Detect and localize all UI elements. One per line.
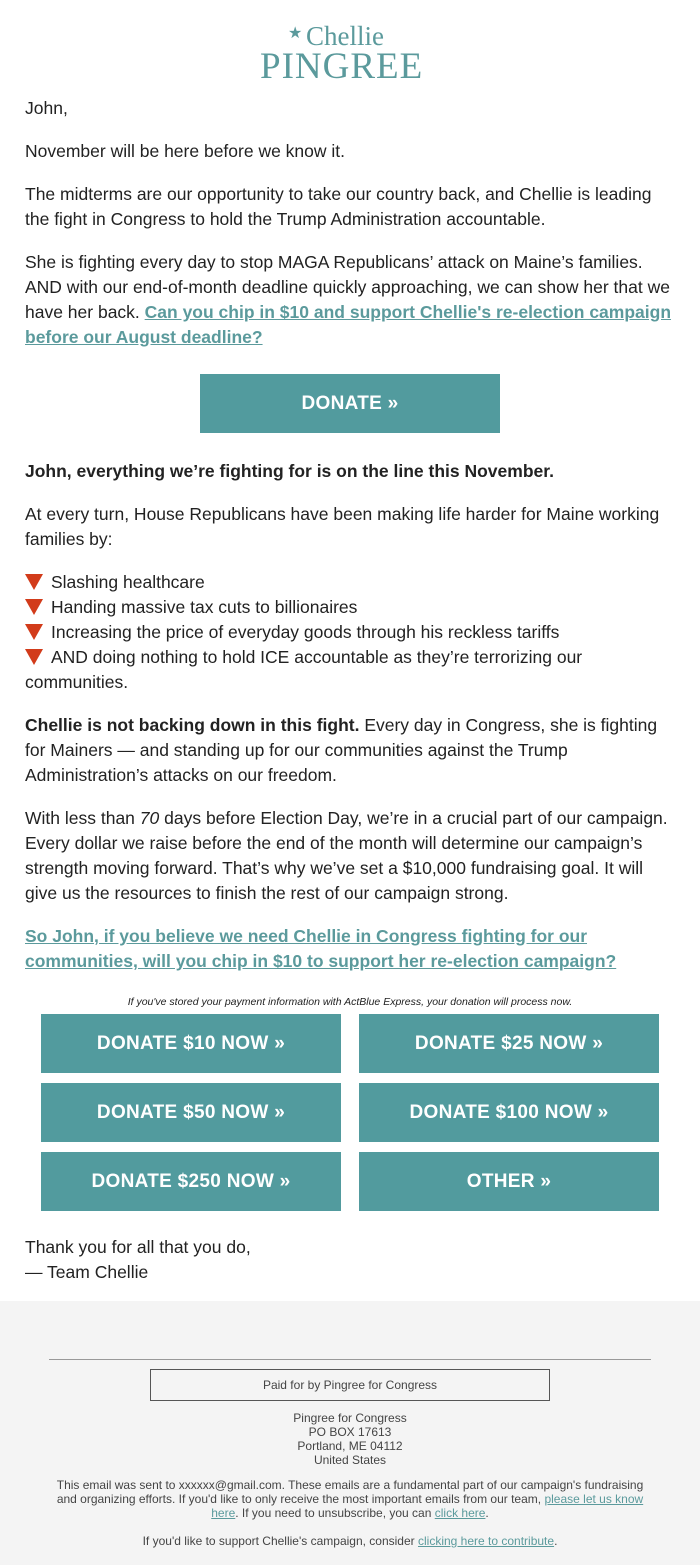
paragraph-1: November will be here before we know it. xyxy=(25,141,346,161)
paragraph-4: At every turn, House Republicans have been making life harder for Maine working families by: xyxy=(25,504,660,549)
message-content xyxy=(0,96,700,1301)
paragraph-6: With less than 70 days before Election Day, we’re in a crucial part of our campaign. Every dollar we raise before the end of the month will determine our campaign’s strength moving forward. That’s why we’ve set a $10,000 fundraising goal. It will give us the resources to finish the rest of our campaign strong. xyxy=(25,808,668,903)
logo-mark xyxy=(260,21,440,87)
red-triangle-icon xyxy=(25,574,43,590)
donate-100-button[interactable]: DONATE $100 NOW » xyxy=(359,1083,659,1142)
star-icon: ★ xyxy=(288,25,303,42)
paragraph-5-text: Every day in Congress, she is fighting for Mainers — and standing up for our communities against the Trump Administration’s attacks on our freedom. xyxy=(25,715,658,785)
greeting: John, xyxy=(25,98,68,118)
donate-amount-grid xyxy=(25,1014,675,1211)
donate-button[interactable]: DONATE » xyxy=(200,374,500,433)
chip-in-link[interactable]: Can you chip in $10 and support Chellie's re-election campaign before our August deadline? xyxy=(25,302,672,347)
paid-for-box: Paid for by Pingree for Congress xyxy=(150,1369,550,1401)
signature: — Team Chellie xyxy=(25,1262,149,1282)
red-triangle-icon xyxy=(25,649,43,665)
actblue-express-note: If you've stored your payment information with ActBlue Express, your donation will process now. xyxy=(127,996,573,1008)
contribute-link[interactable]: clicking here to contribute xyxy=(417,1534,555,1548)
logo-first-name: Chellie xyxy=(306,21,384,51)
legal-notice: This email was sent to xxxxxx@gmail.com. These emails are a fundamental part of our campaign's fundraising and organizing efforts. If you'd like to only receive the most important emails from our team, please let us know here. If you need to unsubscribe, you can click here. xyxy=(56,1478,644,1520)
donate-25-button[interactable]: DONATE $25 NOW » xyxy=(359,1014,659,1073)
list-item: Increasing the price of everyday goods through his reckless tariffs xyxy=(25,620,675,645)
donate-row xyxy=(25,374,675,433)
paragraph-3 xyxy=(25,250,675,350)
red-triangle-icon xyxy=(25,624,43,640)
unsubscribe-link[interactable]: click here xyxy=(434,1506,486,1520)
donate-250-button[interactable]: DONATE $250 NOW » xyxy=(41,1152,341,1211)
footer-divider xyxy=(49,1359,651,1360)
cta-paragraph xyxy=(25,924,675,974)
bullet-list xyxy=(25,570,675,695)
paragraph-3-text: She is fighting every day to stop MAGA Republicans’ attack on Maine’s families. AND with our end-of-month deadline quickly approaching, we can show her that we have her back. xyxy=(25,252,670,322)
donate-other-button[interactable]: OTHER » xyxy=(359,1152,659,1211)
paragraph-5-bold: Chellie is not backing down in this fight. xyxy=(25,715,360,735)
logo-last-name: PINGREE xyxy=(260,46,424,87)
paragraph-2: The midterms are our opportunity to take our country back, and Chellie is leading the fight in Congress to hold the Trump Administration accountable. xyxy=(25,184,652,229)
list-item: Slashing healthcare xyxy=(25,570,675,595)
days-count: 70 xyxy=(139,808,160,828)
red-triangle-icon xyxy=(25,599,43,615)
email-preferences-link[interactable]: please let us know here xyxy=(211,1492,644,1520)
signoff-line: Thank you for all that you do, xyxy=(25,1237,251,1257)
support-notice: If you'd like to support Chellie's campaign, consider clicking here to contribute. xyxy=(142,1534,558,1548)
mailing-address: Pingree for Congress PO BOX 17613 Portland, ME 04112 United States xyxy=(293,1411,407,1467)
donate-10-button[interactable]: DONATE $10 NOW » xyxy=(41,1014,341,1073)
donate-50-button[interactable]: DONATE $50 NOW » xyxy=(41,1083,341,1142)
list-item: Handing massive tax cuts to billionaires xyxy=(25,595,675,620)
list-item: AND doing nothing to hold ICE accountable as they’re terrorizing our communities. xyxy=(25,647,583,692)
logo[interactable] xyxy=(0,0,700,96)
paragraph-5 xyxy=(25,713,675,788)
signoff xyxy=(25,1235,675,1301)
footer xyxy=(0,1301,700,1565)
cta-link[interactable]: So John, if you believe we need Chellie in Congress fighting for our communities, will you chip in $10 to support her re-election campaign? xyxy=(25,926,617,971)
bold-statement: John, everything we’re fighting for is on the line this November. xyxy=(25,461,554,481)
